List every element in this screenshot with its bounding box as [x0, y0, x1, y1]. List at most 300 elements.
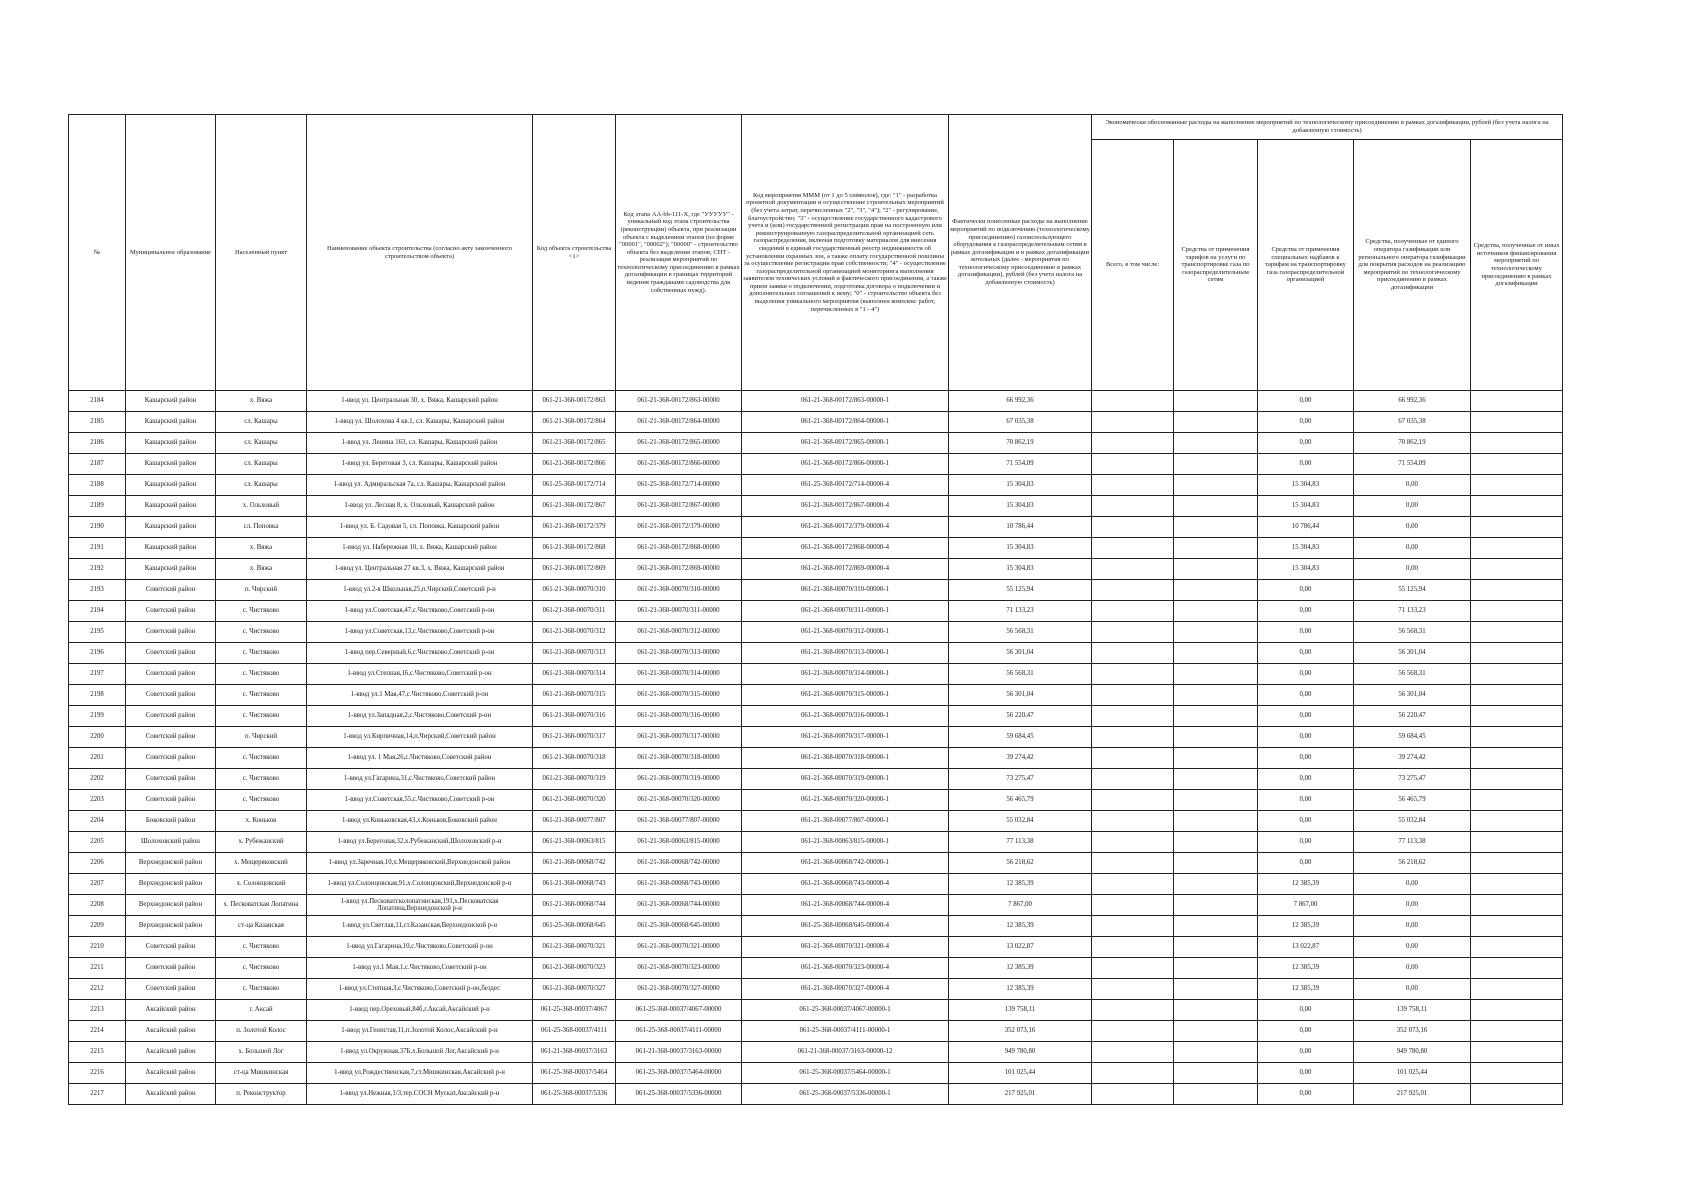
total-cell — [1092, 832, 1174, 853]
total-cell — [1092, 706, 1174, 727]
municipality-cell: Шолоховский район — [126, 832, 216, 853]
object-name-cell: 1-ввод пер.Ореховый,84б,г.Аксай,Аксайский р-н — [307, 1000, 533, 1021]
row-number: 2185 — [69, 412, 126, 433]
object-code-cell: 061-21-368-00070/319 — [533, 769, 616, 790]
object-code-cell: 061-25-368-00037/5464 — [533, 1063, 616, 1084]
object-name-cell: 1-ввод ул. Набережная 10, х. Вяжа, Кашарский район — [307, 538, 533, 559]
settlement-cell: сл. Кашары — [216, 454, 307, 475]
settlement-cell: с. Чистяково — [216, 685, 307, 706]
special-markups-cell: 0,00 — [1258, 1042, 1354, 1063]
event-code-cell: 061-25-368-00037/5336-00000-1 — [742, 1084, 949, 1105]
total-cell — [1092, 727, 1174, 748]
actual-costs-cell: 56 218,62 — [949, 853, 1092, 874]
header-other-sources: Средства, полученные от иных источников финансирования мероприятий по технологическому присоединению в рамках догазификации — [1471, 140, 1563, 391]
other-sources-cell — [1471, 643, 1563, 664]
tariff-transport-cell — [1174, 811, 1258, 832]
event-code-cell: 061-21-368-00070/317-00000-1 — [742, 727, 949, 748]
settlement-cell: с. Чистяково — [216, 790, 307, 811]
municipality-cell: Кашарский район — [126, 454, 216, 475]
municipality-cell: Верхнедонской район — [126, 853, 216, 874]
stage-code-cell: 061-21-368-00070/327-00000 — [616, 979, 742, 1000]
event-code-cell: 061-21-368-00172/863-00000-1 — [742, 391, 949, 412]
single-operator-cell: 56 568,31 — [1354, 622, 1471, 643]
actual-costs-cell: 15 304,83 — [949, 538, 1092, 559]
row-number: 2205 — [69, 832, 126, 853]
settlement-cell: сл. Кашары — [216, 475, 307, 496]
row-number: 2209 — [69, 916, 126, 937]
row-number: 2217 — [69, 1084, 126, 1105]
header-no: № — [69, 115, 126, 391]
event-code-cell: 061-21-368-00070/320-00000-1 — [742, 790, 949, 811]
table-row — [69, 958, 1563, 979]
single-operator-cell: 56 220,47 — [1354, 706, 1471, 727]
municipality-cell: Верхнедонской район — [126, 895, 216, 916]
single-operator-cell: 39 274,42 — [1354, 748, 1471, 769]
municipality-cell: Кашарский район — [126, 517, 216, 538]
object-name-cell: 1-ввод ул.Советская,13,с.Чистяково,Советский р-он — [307, 622, 533, 643]
tariff-transport-cell — [1174, 727, 1258, 748]
special-markups-cell: 0,00 — [1258, 790, 1354, 811]
total-cell — [1092, 769, 1174, 790]
actual-costs-cell: 55 032,84 — [949, 811, 1092, 832]
municipality-cell: Аксайский район — [126, 1021, 216, 1042]
table-row — [69, 454, 1563, 475]
tariff-transport-cell — [1174, 706, 1258, 727]
municipality-cell: Советский район — [126, 601, 216, 622]
settlement-cell: х. Ольховый — [216, 496, 307, 517]
object-name-cell: 1-ввод ул.Коньковская,43,х.Коньков,Боковский район — [307, 811, 533, 832]
table-row — [69, 979, 1563, 1000]
municipality-cell: Кашарский район — [126, 538, 216, 559]
settlement-cell: с. Чистяково — [216, 643, 307, 664]
settlement-cell: х. Вяжа — [216, 559, 307, 580]
special-markups-cell: 12 385,39 — [1258, 874, 1354, 895]
object-name-cell: 1-ввод ул.Заречная,10,х.Мещеряковский,Верхнедонской район — [307, 853, 533, 874]
table-row — [69, 496, 1563, 517]
stage-code-cell: 061-25-368-00037/4067-00000 — [616, 1000, 742, 1021]
event-code-cell: 061-21-368-00070/321-00000-4 — [742, 937, 949, 958]
object-name-cell: 1-ввод ул. Лесная 8, х. Ольховый, Кашарский район — [307, 496, 533, 517]
special-markups-cell: 0,00 — [1258, 769, 1354, 790]
object-code-cell: 061-21-368-00172/869 — [533, 559, 616, 580]
object-code-cell: 061-21-368-00070/316 — [533, 706, 616, 727]
single-operator-cell: 139 758,11 — [1354, 1000, 1471, 1021]
other-sources-cell — [1471, 790, 1563, 811]
settlement-cell: п. Чирский — [216, 580, 307, 601]
event-code-cell: 061-21-368-00070/312-00000-1 — [742, 622, 949, 643]
header-object-name: Наименование объекта строительства (согласно акту законченного строительством объекта) — [307, 115, 533, 391]
object-code-cell: 061-21-368-00068/743 — [533, 874, 616, 895]
tariff-transport-cell — [1174, 475, 1258, 496]
other-sources-cell — [1471, 454, 1563, 475]
table-row — [69, 664, 1563, 685]
tariff-transport-cell — [1174, 748, 1258, 769]
tariff-transport-cell — [1174, 979, 1258, 1000]
special-markups-cell: 0,00 — [1258, 580, 1354, 601]
row-number: 2199 — [69, 706, 126, 727]
municipality-cell: Советский район — [126, 769, 216, 790]
single-operator-cell: 55 032,84 — [1354, 811, 1471, 832]
header-event-code: Код мероприятия МММ (от 1 до 5 символов), где: "1" - разработка проектной документации и осуществление строительных мероприятий (без учета затрат, перечисленных "2", "3", "4"); "2" - регулирование, благоустройство; "3" - осуществление государственного кадастрового учета и (или) государственной регистрации прав на построенную или реконструированную газораспределительной организацией сеть газораспределения, включая подготовку материалов для внесения сведений в единый государственный реестр недвижимости об установлении охранных зон, а также оплату государственной пошлины за осуществление регистрации прав собственности; "4" - осуществление газораспределительной организацией мониторинга выполнения заявителем технических условий и фактического присоединения, а также прием заявки о подключении, подготовка договора о подключении и дополнительных соглашений к нему; "0" - строительство объекта без выделения уникального мероприятия (выполнен комплекс работ, перечисленных в "1 - 4") — [742, 115, 949, 391]
single-operator-cell: 71 133,23 — [1354, 601, 1471, 622]
single-operator-cell: 71 554,09 — [1354, 454, 1471, 475]
actual-costs-cell: 59 684,45 — [949, 727, 1092, 748]
event-code-cell: 061-21-368-00068/742-00000-1 — [742, 853, 949, 874]
object-code-cell: 061-21-368-00070/313 — [533, 643, 616, 664]
stage-code-cell: 061-21-368-00070/323-00000 — [616, 958, 742, 979]
object-name-cell: 1-ввод ул. Шолохова 4 кв.1, сл. Кашары, Кашарский район — [307, 412, 533, 433]
row-number: 2187 — [69, 454, 126, 475]
tariff-transport-cell — [1174, 412, 1258, 433]
special-markups-cell: 0,00 — [1258, 454, 1354, 475]
table-row — [69, 727, 1563, 748]
stage-code-cell: 061-25-368-00037/5464-00000 — [616, 1063, 742, 1084]
object-code-cell: 061-21-368-00070/311 — [533, 601, 616, 622]
tariff-transport-cell — [1174, 580, 1258, 601]
other-sources-cell — [1471, 559, 1563, 580]
object-name-cell: 1-ввод ул. Центральная 30, х. Вяжа, Кашарский район — [307, 391, 533, 412]
object-code-cell: 061-21-368-00172/867 — [533, 496, 616, 517]
table-row — [69, 895, 1563, 916]
single-operator-cell: 0,00 — [1354, 559, 1471, 580]
table-row — [69, 706, 1563, 727]
municipality-cell: Кашарский район — [126, 559, 216, 580]
special-markups-cell: 0,00 — [1258, 685, 1354, 706]
single-operator-cell: 56 465,79 — [1354, 790, 1471, 811]
table-row — [69, 643, 1563, 664]
table-row — [69, 517, 1563, 538]
stage-code-cell: 061-21-368-00172/869-00000 — [616, 559, 742, 580]
row-number: 2201 — [69, 748, 126, 769]
tariff-transport-cell — [1174, 1042, 1258, 1063]
row-number: 2203 — [69, 790, 126, 811]
special-markups-cell: 0,00 — [1258, 433, 1354, 454]
municipality-cell: Советский район — [126, 706, 216, 727]
event-code-cell: 061-21-368-00070/327-00000-4 — [742, 979, 949, 1000]
object-code-cell: 061-21-368-00070/315 — [533, 685, 616, 706]
municipality-cell: Советский район — [126, 790, 216, 811]
total-cell — [1092, 958, 1174, 979]
tariff-transport-cell — [1174, 937, 1258, 958]
other-sources-cell — [1471, 538, 1563, 559]
settlement-cell: х. Вяжа — [216, 538, 307, 559]
object-code-cell: 061-21-368-00068/742 — [533, 853, 616, 874]
single-operator-cell: 0,00 — [1354, 874, 1471, 895]
total-cell — [1092, 979, 1174, 1000]
settlement-cell: ст-ца Мишкинская — [216, 1063, 307, 1084]
row-number: 2195 — [69, 622, 126, 643]
event-code-cell: 061-21-368-00037/3163-00000-12 — [742, 1042, 949, 1063]
row-number: 2191 — [69, 538, 126, 559]
other-sources-cell — [1471, 937, 1563, 958]
table-row — [69, 433, 1563, 454]
single-operator-cell: 0,00 — [1354, 496, 1471, 517]
settlement-cell: х. Песковатская Лопатина — [216, 895, 307, 916]
object-name-cell: 1-ввод ул. Б. Садовая 5, сл. Поповка, Кашарский район — [307, 517, 533, 538]
other-sources-cell — [1471, 622, 1563, 643]
row-number: 2194 — [69, 601, 126, 622]
other-sources-cell — [1471, 664, 1563, 685]
actual-costs-cell: 13 022,87 — [949, 937, 1092, 958]
tariff-transport-cell — [1174, 496, 1258, 517]
object-code-cell: 061-21-368-00063/815 — [533, 832, 616, 853]
other-sources-cell — [1471, 1021, 1563, 1042]
other-sources-cell — [1471, 853, 1563, 874]
header-stage-code: Код этапа АА-bb-111-X, где "УУУУУ" - уникальный код этапа строительства (реконструкции) объекта, при реализации объекта с выделением этапов (по форме "00001", "00002"); "00000" - строительство объекта без выделения этапов; СНТ - реализация мероприятий по технологическому присоединению в рамках догазификации в границах территорий ведения гражданами садоводства для собственных нужд). — [616, 115, 742, 391]
gasification-table — [68, 114, 1563, 1105]
stage-code-cell: 061-21-368-00037/3163-00000 — [616, 1042, 742, 1063]
settlement-cell: х. Солонцовский — [216, 874, 307, 895]
municipality-cell: Кашарский район — [126, 433, 216, 454]
tariff-transport-cell — [1174, 517, 1258, 538]
other-sources-cell — [1471, 475, 1563, 496]
event-code-cell: 061-21-368-00068/744-00000-4 — [742, 895, 949, 916]
row-number: 2207 — [69, 874, 126, 895]
actual-costs-cell: 15 304,83 — [949, 559, 1092, 580]
event-code-cell: 061-25-368-00037/5464-00000-1 — [742, 1063, 949, 1084]
object-code-cell: 061-21-368-00068/744 — [533, 895, 616, 916]
total-cell — [1092, 538, 1174, 559]
header-municipality: Муниципальное образование — [126, 115, 216, 391]
event-code-cell: 061-21-368-00172/869-00000-4 — [742, 559, 949, 580]
table-row — [69, 1042, 1563, 1063]
total-cell — [1092, 475, 1174, 496]
single-operator-cell: 217 925,01 — [1354, 1084, 1471, 1105]
object-code-cell: 061-21-368-00070/312 — [533, 622, 616, 643]
stage-code-cell: 061-21-368-00172/379-00000 — [616, 517, 742, 538]
special-markups-cell: 0,00 — [1258, 1084, 1354, 1105]
tariff-transport-cell — [1174, 1084, 1258, 1105]
row-number: 2202 — [69, 769, 126, 790]
event-code-cell: 061-21-368-00070/318-00000-1 — [742, 748, 949, 769]
settlement-cell: с. Чистяково — [216, 937, 307, 958]
header-single-operator: Средства, полученные от единого оператора газификации или регионального оператора газификации для покрытия расходов на реализацию мероприятий по технологическому присоединению в рамках догазификации — [1354, 140, 1471, 391]
municipality-cell: Аксайский район — [126, 1042, 216, 1063]
single-operator-cell: 67 035,38 — [1354, 412, 1471, 433]
total-cell — [1092, 496, 1174, 517]
event-code-cell: 061-21-368-00070/316-00000-1 — [742, 706, 949, 727]
actual-costs-cell: 101 025,44 — [949, 1063, 1092, 1084]
header-object-code: Код объекта строительства <1> — [533, 115, 616, 391]
other-sources-cell — [1471, 517, 1563, 538]
other-sources-cell — [1471, 580, 1563, 601]
event-code-cell: 061-21-368-00172/868-00000-4 — [742, 538, 949, 559]
special-markups-cell: 0,00 — [1258, 748, 1354, 769]
table-row — [69, 937, 1563, 958]
object-code-cell: 061-21-368-00070/314 — [533, 664, 616, 685]
municipality-cell: Советский район — [126, 664, 216, 685]
special-markups-cell: 0,00 — [1258, 1000, 1354, 1021]
special-markups-cell: 13 022,87 — [1258, 937, 1354, 958]
table-row — [69, 790, 1563, 811]
tariff-transport-cell — [1174, 790, 1258, 811]
other-sources-cell — [1471, 727, 1563, 748]
special-markups-cell: 0,00 — [1258, 853, 1354, 874]
event-code-cell: 061-21-368-00172/867-00000-4 — [742, 496, 949, 517]
object-name-cell: 1-ввод ул.Песковатсколопатинская,191,х.Песковатская Лопатина,Верхнедонской р-н — [307, 895, 533, 916]
total-cell — [1092, 454, 1174, 475]
total-cell — [1092, 853, 1174, 874]
object-name-cell: 1-ввод ул.1 Мая,47,с.Чистяково,Советский р-он — [307, 685, 533, 706]
tariff-transport-cell — [1174, 559, 1258, 580]
settlement-cell: х. Большой Лог — [216, 1042, 307, 1063]
municipality-cell: Советский район — [126, 937, 216, 958]
actual-costs-cell: 71 554,09 — [949, 454, 1092, 475]
event-code-cell: 061-21-368-00068/743-00000-4 — [742, 874, 949, 895]
object-name-cell: 1-ввод ул. Адмиральская 7а, сл. Кашары, Кашарский район — [307, 475, 533, 496]
object-name-cell: 1-ввод пер.Северный,6,с.Чистяково,Советский р-он — [307, 643, 533, 664]
row-number: 2215 — [69, 1042, 126, 1063]
event-code-cell: 061-25-368-00172/714-00000-4 — [742, 475, 949, 496]
row-number: 2213 — [69, 1000, 126, 1021]
special-markups-cell: 7 867,00 — [1258, 895, 1354, 916]
actual-costs-cell: 12 385,39 — [949, 958, 1092, 979]
municipality-cell: Советский район — [126, 979, 216, 1000]
settlement-cell: г. Аксай — [216, 1000, 307, 1021]
object-name-cell: 1-ввод ул. Центральная 27 кв.3, х. Вяжа, Кашарский район — [307, 559, 533, 580]
single-operator-cell: 949 780,80 — [1354, 1042, 1471, 1063]
municipality-cell: Советский район — [126, 685, 216, 706]
special-markups-cell: 15 304,83 — [1258, 475, 1354, 496]
row-number: 2196 — [69, 643, 126, 664]
settlement-cell: с. Чистяково — [216, 601, 307, 622]
table-row — [69, 832, 1563, 853]
table-header — [69, 115, 1563, 391]
object-name-cell: 1-ввод ул.1 Мая,1,с.Чистяково,Советский р-он — [307, 958, 533, 979]
other-sources-cell — [1471, 496, 1563, 517]
tariff-transport-cell — [1174, 601, 1258, 622]
row-number: 2200 — [69, 727, 126, 748]
table-row — [69, 622, 1563, 643]
other-sources-cell — [1471, 433, 1563, 454]
other-sources-cell — [1471, 706, 1563, 727]
stage-code-cell: 061-21-368-00077/807-00000 — [616, 811, 742, 832]
tariff-transport-cell — [1174, 685, 1258, 706]
special-markups-cell: 12 385,39 — [1258, 916, 1354, 937]
total-cell — [1092, 811, 1174, 832]
total-cell — [1092, 916, 1174, 937]
single-operator-cell: 73 275,47 — [1354, 769, 1471, 790]
other-sources-cell — [1471, 1000, 1563, 1021]
settlement-cell: с. Чистяково — [216, 958, 307, 979]
municipality-cell: Боковский район — [126, 811, 216, 832]
actual-costs-cell: 77 113,38 — [949, 832, 1092, 853]
stage-code-cell: 061-21-368-00070/311-00000 — [616, 601, 742, 622]
total-cell — [1092, 937, 1174, 958]
special-markups-cell: 15 304,83 — [1258, 538, 1354, 559]
special-markups-cell: 0,00 — [1258, 1063, 1354, 1084]
stage-code-cell: 061-21-368-00068/742-00000 — [616, 853, 742, 874]
other-sources-cell — [1471, 685, 1563, 706]
event-code-cell: 061-21-368-00070/314-00000-1 — [742, 664, 949, 685]
event-code-cell: 061-21-368-00070/315-00000-1 — [742, 685, 949, 706]
other-sources-cell — [1471, 811, 1563, 832]
object-code-cell: 061-21-368-00172/864 — [533, 412, 616, 433]
row-number: 2188 — [69, 475, 126, 496]
special-markups-cell: 0,00 — [1258, 601, 1354, 622]
other-sources-cell — [1471, 412, 1563, 433]
row-number: 2214 — [69, 1021, 126, 1042]
single-operator-cell: 0,00 — [1354, 475, 1471, 496]
stage-code-cell: 061-21-368-00070/316-00000 — [616, 706, 742, 727]
special-markups-cell: 0,00 — [1258, 622, 1354, 643]
tariff-transport-cell — [1174, 916, 1258, 937]
event-code-cell: 061-21-368-00172/866-00000-1 — [742, 454, 949, 475]
object-code-cell: 061-21-368-00070/317 — [533, 727, 616, 748]
settlement-cell: с. Чистяково — [216, 622, 307, 643]
header-total: Всего, в том числе: — [1092, 140, 1174, 391]
special-markups-cell: 12 385,39 — [1258, 958, 1354, 979]
single-operator-cell: 70 862,19 — [1354, 433, 1471, 454]
total-cell — [1092, 790, 1174, 811]
actual-costs-cell: 15 304,83 — [949, 496, 1092, 517]
stage-code-cell: 061-21-368-00063/815-00000 — [616, 832, 742, 853]
tariff-transport-cell — [1174, 958, 1258, 979]
stage-code-cell: 061-25-368-00037/5336-00000 — [616, 1084, 742, 1105]
object-code-cell: 061-25-368-00037/4111 — [533, 1021, 616, 1042]
tariff-transport-cell — [1174, 622, 1258, 643]
total-cell — [1092, 748, 1174, 769]
actual-costs-cell: 71 133,23 — [949, 601, 1092, 622]
other-sources-cell — [1471, 1084, 1563, 1105]
object-code-cell: 061-21-368-00037/3163 — [533, 1042, 616, 1063]
stage-code-cell: 061-21-368-00070/318-00000 — [616, 748, 742, 769]
object-code-cell: 061-21-368-00070/310 — [533, 580, 616, 601]
object-name-cell: 1-ввод ул.Генистая,11,п.Золотой Колос,Аксайский р-н — [307, 1021, 533, 1042]
table-row — [69, 916, 1563, 937]
tariff-transport-cell — [1174, 454, 1258, 475]
row-number: 2206 — [69, 853, 126, 874]
total-cell — [1092, 1084, 1174, 1105]
row-number: 2210 — [69, 937, 126, 958]
actual-costs-cell: 12 385,39 — [949, 874, 1092, 895]
object-code-cell: 061-21-368-00070/321 — [533, 937, 616, 958]
actual-costs-cell: 70 862,19 — [949, 433, 1092, 454]
object-name-cell: 1-ввод ул.Солонцовская,91,х.Солонцовский,Верхнедонской р-н — [307, 874, 533, 895]
special-markups-cell: 0,00 — [1258, 664, 1354, 685]
stage-code-cell: 061-21-368-00172/867-00000 — [616, 496, 742, 517]
municipality-cell: Кашарский район — [126, 412, 216, 433]
stage-code-cell: 061-21-368-00172/864-00000 — [616, 412, 742, 433]
total-cell — [1092, 580, 1174, 601]
single-operator-cell: 0,00 — [1354, 517, 1471, 538]
settlement-cell: с. Чистяково — [216, 769, 307, 790]
header-actual-costs: Фактически понесенные расходы на выполнение мероприятий по подключению (технологическому присоединению) газоиспользующего оборудования к газораспределительным сетям в рамках догазификации и в рамках догазификации котельных (далее - мероприятия по технологическому присоединению в рамках догазификации), рублей (без учета налога на добавленную стоимость) — [949, 115, 1092, 391]
actual-costs-cell: 217 925,01 — [949, 1084, 1092, 1105]
other-sources-cell — [1471, 832, 1563, 853]
actual-costs-cell: 39 274,42 — [949, 748, 1092, 769]
settlement-cell: х. Коньков — [216, 811, 307, 832]
tariff-transport-cell — [1174, 664, 1258, 685]
special-markups-cell: 0,00 — [1258, 811, 1354, 832]
header-econ-group: Экономически обоснованные расходы на выполнение мероприятий по технологическому присоединению в рамках догазификации, рублей (без учета налога на добавленную стоимость) — [1092, 115, 1563, 140]
single-operator-cell: 0,00 — [1354, 916, 1471, 937]
total-cell — [1092, 601, 1174, 622]
other-sources-cell — [1471, 895, 1563, 916]
object-name-cell: 1-ввод ул.Советская,47,с.Чистяково,Советский р-он — [307, 601, 533, 622]
stage-code-cell: 061-21-368-00070/314-00000 — [616, 664, 742, 685]
stage-code-cell: 061-21-368-00172/866-00000 — [616, 454, 742, 475]
document-sheet — [68, 114, 1563, 1105]
tariff-transport-cell — [1174, 874, 1258, 895]
municipality-cell: Аксайский район — [126, 1084, 216, 1105]
actual-costs-cell: 56 465,79 — [949, 790, 1092, 811]
municipality-cell: Советский район — [126, 958, 216, 979]
settlement-cell: с. Чистяково — [216, 748, 307, 769]
other-sources-cell — [1471, 769, 1563, 790]
object-name-cell: 1-ввод ул.Гагарина,31,с.Чистяково,Советский район — [307, 769, 533, 790]
row-number: 2216 — [69, 1063, 126, 1084]
